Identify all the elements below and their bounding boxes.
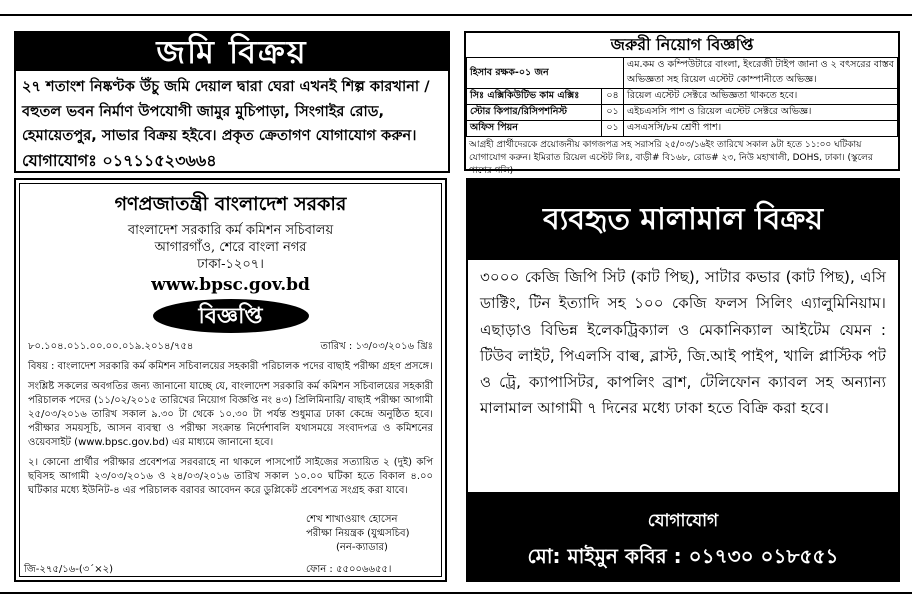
job-count: ০১ xyxy=(602,121,624,137)
job-post: অফিস পিয়ন xyxy=(467,121,602,137)
job-post: সিঃ এক্সিকিউটিভ কাম এক্সিঃ xyxy=(467,89,602,105)
land-sale-ad xyxy=(14,31,450,173)
job-notice-ad xyxy=(464,31,900,176)
bottom-rule xyxy=(0,592,912,594)
job-count: ০১ xyxy=(602,105,624,121)
notice-pill: বিজ্ঞপ্তি xyxy=(153,299,309,333)
table-row xyxy=(467,58,898,89)
contact-phone: মো: মাইমুন কবির : ০১৭৩০ ০১৮৫৫১ xyxy=(527,544,839,568)
notice-date: তারিখ : ১৩/০৩/২০১৬ খ্রিঃ xyxy=(320,341,433,352)
used-goods-ad xyxy=(466,178,900,582)
govt-notice-ad xyxy=(14,178,447,582)
govt-title: গণপ্রজাতন্ত্রী বাংলাদেশ সরকার xyxy=(114,193,347,215)
used-goods-body: ৩০০০ কেজি জিপি সিট (কাট পিছ), সাটার কভার (কাট পিছ), এসি ডাক্টিং, টিন ইত্যাদি সহ ১০০ কেজি ফলস সিলিং এ্যালুমিনিয়াম। এছাড়াও বিভিন্ন ইলেকট্রিক্যাল ও মেকানিক্যাল আইটেম যেমন : টিউব লাইট, পিএলসি বাল্ব, ব্লাস্ট, জি.আই পাইপ, খালি প্লাস্টিক পট ও ট্রে, ক্যাপাসিটর, কাপলিং ব্রাশ, টেলিফোন ক্যাবল সহ অন্যান্য মালামাল আগামী ৭ দিনের মধ্যে ঢাকা হতে বিক্রি করা হবে। xyxy=(480,268,886,418)
job-post: স্টোর কিপার/রিসিপশনিস্ট xyxy=(467,105,602,121)
govt-city: ঢাকা-১২০৭। xyxy=(197,257,264,272)
signatory-cadre: (নন-ক্যাডার) xyxy=(336,542,388,553)
notice-subject: বিষয় : বাংলাদেশ সরকারি কর্ম কমিশন সচিবালয়ের সহকারী পরিচালক পদের বাছাই পরীক্ষা গ্রহণ প্রসঙ্গে। xyxy=(28,361,433,372)
govt-office: বাংলাদেশ সরকারি কর্ম কমিশন সচিবালয় xyxy=(127,223,334,238)
job-notice-footer: আগ্রহী প্রার্থীদেরকে প্রয়োজনীয় কাগজপত্র সহ সরাসরি ২৫/০৩/১৬ইং তারিখে সকাল ৯টা হতে ১১:০০ ঘটিকায় যোগাযোগ করুন। ইমিরাত রিয়েল এস্টেট লিঃ, বাড়ী# বি১৬৮, রোড# ২৩, নিউ মহাখালী, DOHS, ঢাকা। (স্কুলের পাশের গলি) xyxy=(469,140,873,176)
job-requirement: রিয়েল এস্টেট সেক্টরে অভিজ্ঞতা থাকতে হবে। xyxy=(624,89,898,105)
job-requirement: এসএসসি/৮ম শ্রেণী পাশ। xyxy=(624,121,898,137)
notice-paragraph-1: সংশ্লিষ্ট সকলের অবগতির জন্য জানানো যাচ্ছে যে, বাংলাদেশ সরকারি কর্ম কমিশন সচিবালয়ের সহকারী পরিচালক পদের (১১/০২/২০১৫ তারিখের নিয়োগ বিজ্ঞপ্তি নং ৪৩) প্রিলিমিনারি/ বাছাই পরীক্ষা আগামী ২৫/০৩/২০১৬ তারিখ সকাল ৯.৩০ টা থেকে ১০.৩০ টা পর্যন্ত শুধুমাত্র ঢাকা কেন্দ্রে অনুষ্ঠিত হবে। পরীক্ষার সময়সূচি, আসন ব্যবস্থা ও পরীক্ষা সংক্রান্ত নির্দেশাবলি যথাসময়ে সংবাদপত্র ও কমিশনের ওয়েবসাইট (www.bpsc.gov.bd) এর মাধ্যমে জানানো হবে। xyxy=(28,381,433,448)
used-goods-banner: ব্যবহৃত মালামাল বিক্রয় xyxy=(468,180,898,260)
land-sale-text: ২৭ শতাংশ নিষ্কণ্টক উঁচু জমি দেয়াল দ্বারা ঘেরা এখনই শিল্প কারখানা / বহুতল ভবন নির্মাণ উপযোগী জামুর মুচিপাড়া, সিংগাইর রোড, হেমায়েতপুর, সাভার বিক্রয় হইবে। প্রকৃত ক্রেতাগণ যোগাযোগ করুন। xyxy=(22,78,430,144)
job-requirement: এইচএসসি পাশ ও রিয়েল এস্টেট সেক্টরে অভিজ্ঞ। xyxy=(624,105,898,121)
job-requirement: এম.কম ও কম্পিউটারে বাংলা, ইংরেজী টাইপ জানা ও ২ বৎসরের বাস্তব অভিজ্ঞতা সহ রিয়েল এস্টেট কোম্পানীতে অভিজ্ঞ। xyxy=(624,58,898,89)
job-count: ০৪ xyxy=(602,89,624,105)
ref-number: ৮০.১০৪.০১১.০০.০০.০১৯.২০১৪/৭৫৪ xyxy=(28,341,194,352)
land-sale-contact: যোগাযোগঃ ০১৭১১৫২৩৬৬৪ xyxy=(22,150,217,170)
govt-phone: ফোন : ৫৫০০৬৬৫৫। xyxy=(306,564,392,575)
ad-code: জি-২৭৫/১৬-(৩´×২) xyxy=(24,564,114,575)
notice-paragraph-2: ২। কোনো প্রার্থীর পরীক্ষার প্রবেশপত্র সরবরাহে না থাকলে পাসপোর্ট সাইজের সত্যায়িত ২ (দুই) কপি ছবিসহ আগামী ২৩/০৩/২০১৬ ও ২৪/০৩/২০১৬ তারিখ সকাল ১০.০০ ঘটিকা হতে বিকাল ৪.০০ ঘটিকার মধ্যে ইউনিট-৪ এর পরিচালক বরাবর আবেদন করে ডুপ্লিকেট প্রবেশপত্র সংগ্রহ করা যাবে। xyxy=(28,457,433,496)
signatory-title: পরীক্ষা নিয়ন্ত্রক (যুগ্মসচিব) xyxy=(306,528,410,539)
signatory-name: শেখ শাখাওয়াৎ হোসেন xyxy=(306,514,398,525)
table-row xyxy=(467,89,898,105)
top-rule xyxy=(0,14,912,16)
used-goods-contact xyxy=(468,492,898,580)
govt-address: আগারগাঁও, শেরে বাংলা নগর xyxy=(154,240,307,255)
table-row xyxy=(467,121,898,137)
ref-row xyxy=(28,339,433,356)
land-sale-banner: জমি বিক্রয় xyxy=(16,33,448,71)
job-post: হিসাব রক্ষক-০১ জন xyxy=(467,58,624,89)
govt-website: www.bpsc.gov.bd xyxy=(151,275,310,295)
job-table xyxy=(466,57,898,137)
govt-notice-header xyxy=(20,190,441,295)
signature-block xyxy=(306,513,409,555)
land-sale-body xyxy=(16,71,448,178)
table-row xyxy=(467,105,898,121)
job-notice-title: জরুরী নিয়োগ বিজ্ঞপ্তি xyxy=(610,35,754,54)
contact-label: যোগাযোগ xyxy=(647,511,719,531)
